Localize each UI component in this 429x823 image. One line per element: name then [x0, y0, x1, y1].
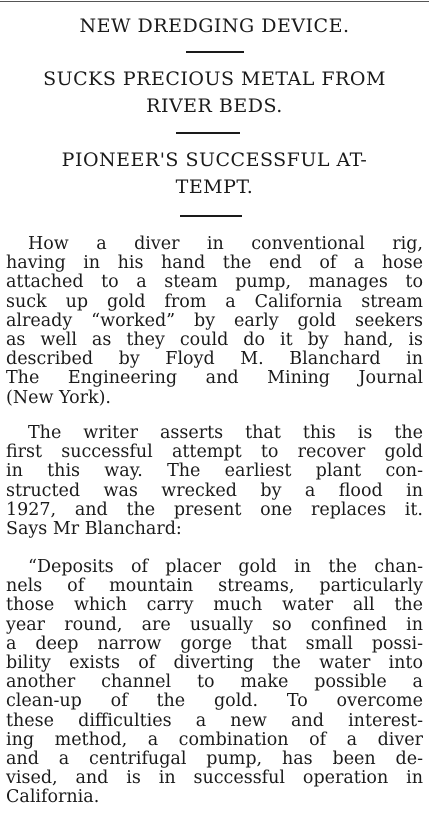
divider-rule	[186, 51, 244, 53]
text-line: The writer asserts that this is the	[28, 423, 423, 443]
text-line: clean-up of the gold. To overcome	[6, 691, 423, 712]
text-line: in this way. The earliest plant con-	[6, 461, 423, 482]
text-line: vised, and is in successful operation in	[6, 768, 423, 789]
text-line: “Deposits of placer gold in the chan-	[28, 557, 423, 577]
text-line: Says Mr Blanchard:	[6, 519, 182, 540]
text-line: already “worked” by early gold seekers	[6, 310, 423, 331]
subhead-1-line: RIVER BEDS.	[146, 95, 283, 117]
paragraph	[6, 558, 423, 808]
subhead-1-line: SUCKS PRECIOUS METAL FROM	[43, 68, 386, 90]
text-line: those which carry much water all the	[6, 595, 423, 616]
text-line: California.	[6, 787, 100, 808]
top-border	[0, 1, 429, 2]
text-line: a deep narrow gorge that small possi-	[6, 633, 423, 654]
text-line: another channel to make possible a	[6, 672, 423, 693]
text-line: ing method, a combination of a diver	[6, 729, 423, 750]
text-line: first successful attempt to recover gold	[6, 442, 423, 463]
paragraph	[6, 424, 423, 539]
text-line: How a diver in conventional rig,	[28, 234, 423, 254]
subhead-2-line: PIONEER'S SUCCESSFUL AT-	[61, 149, 368, 171]
text-line: these difficulties a new and interest-	[6, 710, 423, 731]
text-line: bility exists of diverting the water into	[6, 653, 423, 674]
text-line: nels of mountain streams, particularly	[6, 576, 423, 597]
paragraph	[6, 235, 423, 408]
text-line: attached to a steam pump, manages to	[6, 272, 423, 293]
text-line: suck up gold from a California stream	[6, 291, 423, 312]
text-line: The Engineering and Mining Journal	[6, 368, 423, 389]
divider-rule	[176, 132, 240, 134]
text-line: structed was wrecked by a flood in	[6, 480, 423, 501]
subhead-2	[0, 147, 429, 201]
text-line: described by Floyd M. Blanchard in	[6, 349, 423, 370]
text-line: year round, are usually so confined in	[6, 614, 423, 635]
subhead-1	[0, 66, 429, 120]
subhead-2-line: TEMPT.	[175, 176, 254, 198]
text-line: (New York).	[6, 387, 111, 408]
text-line: 1927, and the present one replaces it.	[6, 499, 423, 520]
text-line: and a centrifugal pump, has been de-	[6, 749, 423, 770]
divider-rule	[180, 215, 242, 217]
text-line: having in his hand the end of a hose	[6, 253, 423, 274]
headline: NEW DREDGING DEVICE.	[79, 15, 350, 37]
text-line: as well as they could do it by hand, is	[6, 330, 423, 351]
